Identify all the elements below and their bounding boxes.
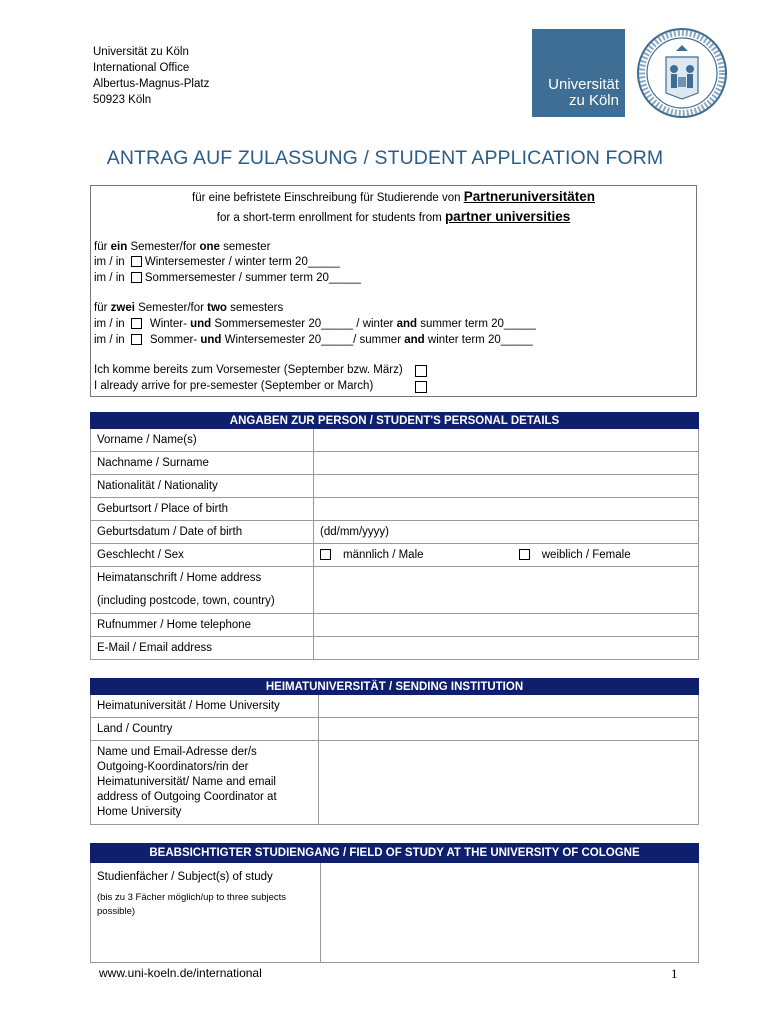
personal-details-section [90,412,699,660]
coordinator-label: Name und Email-Adresse der/s Outgoing-Koordinators/rin der Heimatuniversität/ Name and email address of Outgoing Coordinator at Home University [91,741,319,825]
im-in-label: im / in [94,272,125,284]
country-field[interactable] [319,718,699,741]
pre-semester-checkbox-de[interactable] [415,365,427,377]
field-of-study-section [90,843,699,963]
email-field[interactable] [314,637,699,660]
university-seal-icon [636,27,728,119]
home-university-label: Heimatuniversität / Home University [91,695,319,718]
birthdate-label: Geburtsdatum / Date of birth [91,521,314,544]
first-name-label: Vorname / Name(s) [91,429,314,452]
subjects-title: Studienfächer / Subject(s) of study [97,871,273,883]
address-line: International Office [93,62,190,74]
sex-field [314,544,699,567]
winter-term-label: Wintersemester / winter term 20_____ [144,256,340,268]
surname-label: Nachname / Surname [91,452,314,475]
university-logo [532,29,728,117]
sender-address [93,44,209,108]
female-label: weiblich / Female [541,549,631,561]
pre-semester-label-en: I already arrive for pre-semester (September or March) [94,380,374,392]
home-address-label: Heimatanschrift / Home address (including postcode, town, country) [91,567,314,614]
summer-winter-checkbox[interactable] [131,334,142,345]
logo-line1: Universität [548,76,619,93]
home-address-field[interactable] [314,567,699,614]
address-line: 50923 Köln [93,94,152,106]
birthplace-field[interactable] [314,498,699,521]
section-header: BEABSICHTIGTER STUDIENGANG / FIELD OF STUDY AT THE UNIVERSITY OF COLOGNE [91,844,699,863]
sending-institution-section [90,678,699,825]
section-header: HEIMATUNIVERSITÄT / SENDING INSTITUTION [91,679,699,695]
coordinator-field[interactable] [319,741,699,825]
intro-text: for a short-term enrollment for students from [216,212,445,224]
page-title: ANTRAG AUF ZULASSUNG / STUDENT APPLICATION FORM [106,147,664,169]
footer-url[interactable]: www.uni-koeln.de/international [99,966,262,980]
date-format-hint: (dd/mm/yyyy) [320,526,389,538]
option-summer-winter: im / in Sommer- und Wintersemester 20_____/ summer and winter term 20_____ [94,334,533,346]
summer-term-label: Sommersemester / summer term 20_____ [144,272,361,284]
email-label: E-Mail / Email address [91,637,314,660]
two-semesters-heading: für zwei Semester/for two semesters [94,302,284,314]
first-name-field[interactable] [314,429,699,452]
intro-text: für eine befristete Einschreibung für Studierende von [192,192,464,204]
telephone-label: Rufnummer / Home telephone [91,614,314,637]
enrollment-options [90,185,697,397]
pre-semester-en [94,380,373,392]
nationality-label: Nationalität / Nationality [91,475,314,498]
option-winter-summer: im / in Winter- und Sommersemester 20_____ / winter and summer term 20_____ [94,318,536,330]
pre-semester-checkbox-en[interactable] [415,381,427,393]
winter-term-checkbox[interactable] [131,256,142,267]
page-number: 1 [671,966,678,981]
one-semester-heading: für ein Semester/for one semester [94,241,271,253]
intro-line-de [91,189,696,204]
intro-emphasis: Partneruniversitäten [463,189,595,204]
summer-term-checkbox[interactable] [131,272,142,283]
im-in-label: im / in [94,318,125,330]
birthdate-field[interactable] [314,521,699,544]
sex-label: Geschlecht / Sex [91,544,314,567]
surname-field[interactable] [314,452,699,475]
option-summer [94,272,361,284]
subjects-field[interactable] [321,863,699,963]
winter-summer-checkbox[interactable] [131,318,142,329]
male-label: männlich / Male [343,549,424,561]
male-checkbox[interactable] [320,549,331,560]
logo-wordmark [532,29,625,117]
section-header: ANGABEN ZUR PERSON / STUDENT'S PERSONAL DETAILS [91,413,699,429]
option-winter [94,256,340,268]
female-checkbox[interactable] [519,549,530,560]
nationality-field[interactable] [314,475,699,498]
country-label: Land / Country [91,718,319,741]
subjects-label [91,863,321,963]
intro-line-en [91,209,696,224]
telephone-field[interactable] [314,614,699,637]
logo-line2: zu Köln [568,92,619,109]
im-in-label: im / in [94,256,125,268]
pre-semester-de [94,364,403,376]
home-university-field[interactable] [319,695,699,718]
im-in-label: im / in [94,334,125,346]
address-line: Albertus-Magnus-Platz [93,78,210,90]
intro-emphasis: partner universities [444,209,571,224]
subjects-note: (bis zu 3 Fächer möglich/up to three subjects possible) [97,892,287,917]
birthplace-label: Geburtsort / Place of birth [91,498,314,521]
pre-semester-label-de: Ich komme bereits zum Vorsemester (September bzw. März) [94,364,403,376]
address-line: Universität zu Köln [93,46,189,58]
